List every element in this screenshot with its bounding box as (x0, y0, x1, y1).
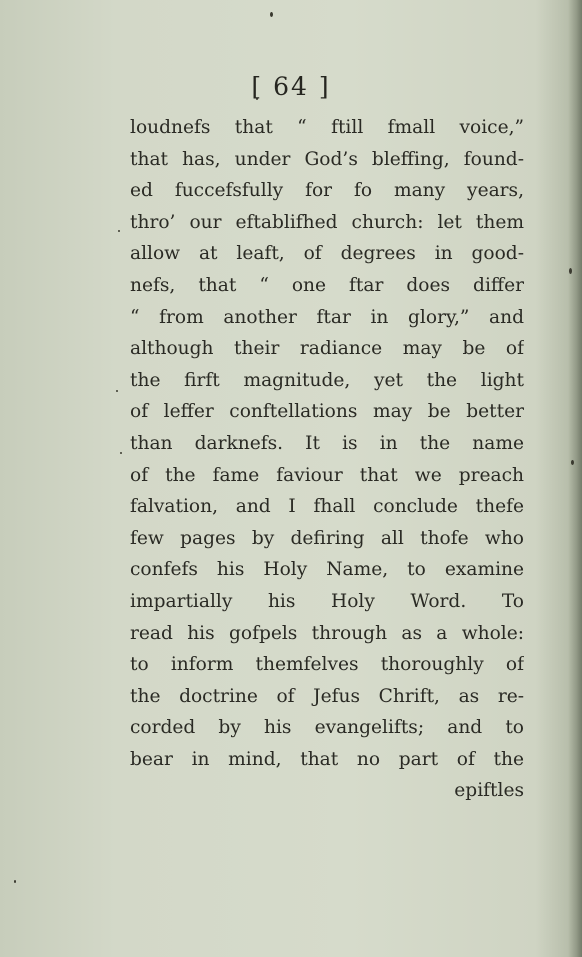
text-line: loudnefs that “ ftill fmall voice,” (130, 117, 524, 138)
text-line: few pages by defiring all thofe who (130, 527, 524, 549)
text-line: although their radiance may be of (130, 338, 524, 360)
text-line: than darknefs. It is in the name (130, 432, 524, 454)
text-line: falvation, and I fhall conclude thefe (130, 496, 524, 518)
text-line: bear in mind, that no part of the (130, 748, 524, 770)
page-number-header: [ 64 ] (251, 72, 331, 101)
text-line: nefs, that “ one ftar does differ (130, 274, 524, 296)
text-line: that has, under God’s bleffing, found- (130, 148, 524, 170)
text-line: the firft magnitude, yet the light (130, 369, 524, 391)
text-line: to inform themfelves thoroughly of (130, 654, 524, 676)
text-line: allow at leaft, of degrees in good- (130, 243, 524, 265)
page-edge-shadow (568, 0, 582, 957)
text-line: of leffer conftellations may be better (130, 401, 524, 423)
catchword: epiftles (454, 780, 524, 802)
text-line: corded by his evangelifts; and to (130, 717, 524, 739)
ink-speck (118, 230, 120, 232)
ink-speck (270, 12, 273, 17)
text-line: the doctrine of Jefus Chrift, as re- (130, 685, 524, 707)
ink-speck (116, 390, 118, 392)
text-line: impartially his Holy Word. To (130, 590, 524, 612)
ink-speck (14, 880, 16, 883)
text-line: confefs his Holy Name, to examine (130, 559, 524, 581)
text-line: thro’ our eftablifhed church: let them (130, 211, 524, 233)
ink-speck (120, 452, 122, 454)
text-line: ed fuccefsfully for fo many years, (130, 180, 524, 202)
text-line: “ from another ftar in glory,” and (130, 306, 524, 328)
ink-speck (571, 460, 574, 465)
text-line: of the fame faviour that we preach (130, 464, 524, 486)
body-text (130, 112, 524, 807)
ink-speck (569, 268, 572, 274)
text-line: read his gofpels through as a whole: (130, 622, 524, 644)
